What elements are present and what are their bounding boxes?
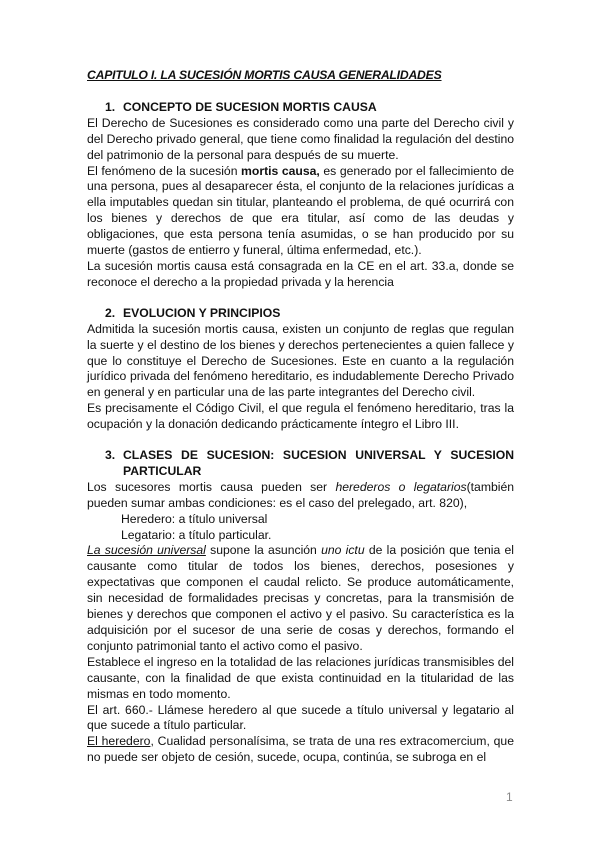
section-1-paragraph-1: El Derecho de Sucesiones es considerado como una parte del Derecho civil y del Derecho privado general, que tiene como finalidad la regulación del destino del patrimonio de la personal para después de su muerte.	[87, 115, 514, 162]
s3p1-text-a: Los sucesores mortis causa pueden ser	[87, 479, 336, 494]
s3p2-text-b: de la posición que tenia el causante como titular de todos los bienes, derechos, posesiones y expectativas que componen el caudal relicto. Se produce automáticamente, sin necesidad de formalidades precisas y concretas, para la transmisión de bienes y derechos que componen el activo y el pasivo. Su característica es la adquisición por el sucesor de una serie de cosas y derechos, formando el conjunto patrimonial tanto el activo como el pasivo.	[87, 543, 514, 653]
section-3-paragraph-3: Establece el ingreso en la totalidad de las relaciones jurídicas transmisibles del causante, con la finalidad de que exista continuidad en la titularidad de las mismas en todo momento.	[87, 654, 514, 701]
section-3-paragraph-5	[87, 734, 514, 766]
page-number: 1	[506, 790, 513, 804]
s3p5-underlined-term: El heredero	[87, 734, 151, 749]
section-2-number: 2.	[105, 305, 116, 320]
s1p2-text-a: El fenómeno de la sucesión	[87, 163, 242, 178]
s3p1-italic-term: herederos o legatarios	[335, 479, 467, 494]
chapter-title: CAPITULO I. LA SUCESIÓN MORTIS CAUSA GENERALIDADES	[87, 68, 442, 82]
section-3-title: CLASES DE SUCESION: SUCESION UNIVERSAL Y SUCESION PARTICULAR	[123, 448, 514, 478]
legatario-line: Legatario: a título particular.	[121, 527, 272, 542]
section-3-heading	[105, 448, 514, 480]
s3p2-italic-term: uno ictu	[321, 543, 365, 558]
s1p2-text-b: es generado por el fallecimiento de una persona, pues al desaparecer ésta, el conjunto de la relaciones jurídicas a ella imputables quedan sin titular, planteando el problema, de qué ocurrirá con los bienes y derechos de que era titular, así como de las deudas y obligaciones, que esta persona tenía asumidas, o se han producido por su muerte (gastos de entierro y funeral, última enfermedad, etc.).	[87, 163, 515, 258]
section-2-title: EVOLUCION Y PRINCIPIOS	[123, 305, 281, 320]
section-1-paragraph-3: La sucesión mortis causa está consagrada en la CE en el art. 33.a, donde se reconoce el derecho a la propiedad privada y la herencia	[87, 258, 514, 289]
s1p2-bold-term: mortis causa,	[241, 163, 320, 178]
section-1-number: 1.	[105, 99, 116, 114]
section-1-title: CONCEPTO DE SUCESION MORTIS CAUSA	[123, 99, 377, 114]
section-1-paragraph-2	[87, 164, 514, 259]
section-2-paragraph-1: Admitida la sucesión mortis causa, existen un conjunto de reglas que regulan la suerte y el destino de los bienes y derechos pertenecientes a quien fallece y que lo constituye el Derecho de Sucesiones. Este en cuanto a la regulación jurídico privada del fenómeno hereditario, es indudablemente Derecho Privado en general y en particular una de las parte integrantes del Derecho civil.	[87, 321, 514, 400]
section-3-paragraph-2	[87, 543, 514, 654]
section-2-paragraph-2: Es precisamente el Código Civil, el que regula el fenómeno hereditario, tras la ocupación y la donación dedicando prácticamente íntegro el Libro III.	[87, 401, 514, 432]
s3p5-text: , Cualidad personalísima, se trata de una res extracomercium, que no puede ser objeto de cesión, sucede, ocupa, continúa, se subroga en el	[87, 734, 514, 765]
s3p1-text-b: (también pueden sumar ambas condiciones: es el caso del prelegado, art. 820),	[87, 479, 515, 510]
document-body	[87, 68, 514, 766]
s3p2-underlined-term: La sucesión universal	[87, 543, 206, 558]
section-1-heading	[105, 100, 514, 116]
section-3-number: 3.	[105, 448, 116, 463]
section-3-paragraph-4: El art. 660.- Llámese heredero al que sucede a título universal y legatario al que sucede a título particular.	[87, 702, 514, 733]
s3p2-text-a: supone la asunción	[205, 543, 322, 558]
section-3-paragraph-1	[87, 480, 514, 512]
section-2-heading	[105, 306, 514, 322]
heredero-line: Heredero: a título universal	[121, 511, 268, 526]
